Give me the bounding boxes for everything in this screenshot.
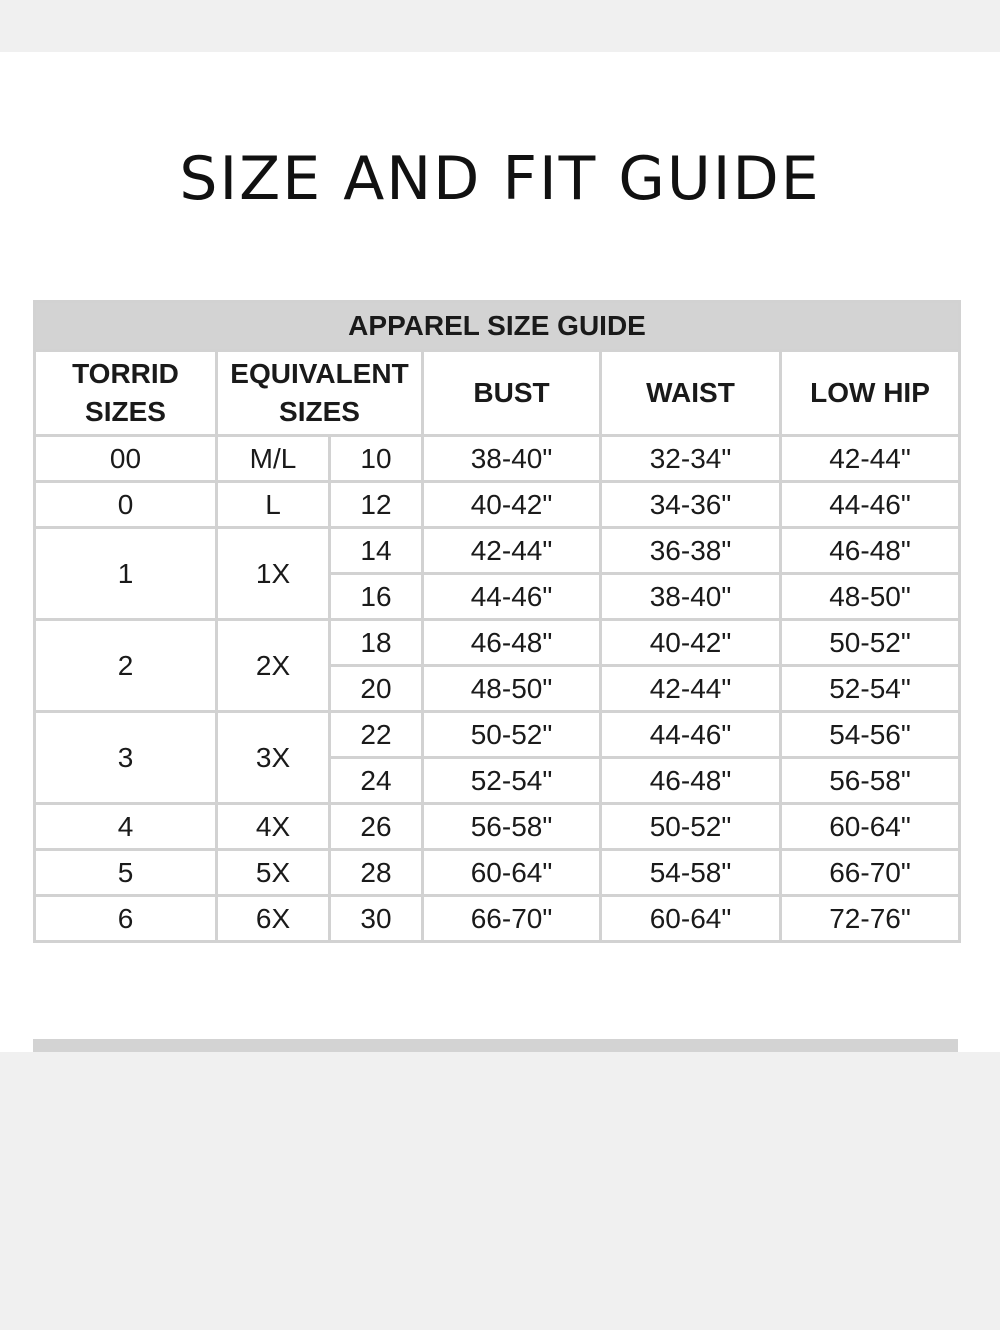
waist-cell: 60-64" bbox=[601, 896, 781, 942]
waist-cell: 34-36" bbox=[601, 482, 781, 528]
equiv-size-cell: 4X bbox=[217, 804, 330, 850]
torrid-size-cell: 6 bbox=[35, 896, 217, 942]
header-equiv-line2: SIZES bbox=[279, 396, 360, 427]
waist-cell: 38-40" bbox=[601, 574, 781, 620]
table-row bbox=[35, 482, 960, 528]
bust-cell: 40-42" bbox=[423, 482, 601, 528]
header-waist: WAIST bbox=[601, 351, 781, 436]
bust-cell: 50-52" bbox=[423, 712, 601, 758]
low-hip-cell: 52-54" bbox=[781, 666, 960, 712]
equiv-number-cell: 26 bbox=[330, 804, 423, 850]
waist-cell: 54-58" bbox=[601, 850, 781, 896]
bust-cell: 60-64" bbox=[423, 850, 601, 896]
low-hip-cell: 56-58" bbox=[781, 758, 960, 804]
equiv-size-cell: 1X bbox=[217, 528, 330, 620]
low-hip-cell: 44-46" bbox=[781, 482, 960, 528]
low-hip-cell: 48-50" bbox=[781, 574, 960, 620]
table-row bbox=[35, 620, 960, 666]
header-equiv-line1: EQUIVALENT bbox=[230, 358, 409, 389]
table-row bbox=[35, 712, 960, 758]
bust-cell: 52-54" bbox=[423, 758, 601, 804]
equiv-number-cell: 22 bbox=[330, 712, 423, 758]
low-hip-cell: 60-64" bbox=[781, 804, 960, 850]
equiv-size-cell: 6X bbox=[217, 896, 330, 942]
bust-cell: 46-48" bbox=[423, 620, 601, 666]
guide-panel bbox=[0, 52, 1000, 1052]
table-row bbox=[35, 850, 960, 896]
torrid-size-cell: 2 bbox=[35, 620, 217, 712]
torrid-size-cell: 5 bbox=[35, 850, 217, 896]
table-header-row bbox=[35, 351, 960, 436]
equiv-size-cell: 3X bbox=[217, 712, 330, 804]
equiv-number-cell: 28 bbox=[330, 850, 423, 896]
equiv-size-cell: L bbox=[217, 482, 330, 528]
waist-cell: 46-48" bbox=[601, 758, 781, 804]
waist-cell: 42-44" bbox=[601, 666, 781, 712]
low-hip-cell: 66-70" bbox=[781, 850, 960, 896]
torrid-size-cell: 4 bbox=[35, 804, 217, 850]
torrid-size-cell: 00 bbox=[35, 436, 217, 482]
header-torrid-line2: SIZES bbox=[85, 396, 166, 427]
equiv-number-cell: 30 bbox=[330, 896, 423, 942]
bust-cell: 56-58" bbox=[423, 804, 601, 850]
low-hip-cell: 50-52" bbox=[781, 620, 960, 666]
bust-cell: 48-50" bbox=[423, 666, 601, 712]
equiv-number-cell: 12 bbox=[330, 482, 423, 528]
waist-cell: 32-34" bbox=[601, 436, 781, 482]
equiv-number-cell: 14 bbox=[330, 528, 423, 574]
header-torrid-sizes bbox=[35, 351, 217, 436]
torrid-size-cell: 3 bbox=[35, 712, 217, 804]
equiv-number-cell: 10 bbox=[330, 436, 423, 482]
table-caption: APPAREL SIZE GUIDE bbox=[35, 302, 960, 351]
low-hip-cell: 72-76" bbox=[781, 896, 960, 942]
table-row bbox=[35, 896, 960, 942]
bust-cell: 44-46" bbox=[423, 574, 601, 620]
page-title: SIZE AND FIT GUIDE bbox=[179, 144, 821, 214]
waist-cell: 36-38" bbox=[601, 528, 781, 574]
low-hip-cell: 46-48" bbox=[781, 528, 960, 574]
equiv-size-cell: 5X bbox=[217, 850, 330, 896]
waist-cell: 40-42" bbox=[601, 620, 781, 666]
header-equivalent-sizes bbox=[217, 351, 423, 436]
low-hip-cell: 42-44" bbox=[781, 436, 960, 482]
torrid-size-cell: 1 bbox=[35, 528, 217, 620]
bust-cell: 38-40" bbox=[423, 436, 601, 482]
bust-cell: 42-44" bbox=[423, 528, 601, 574]
equiv-size-cell: M/L bbox=[217, 436, 330, 482]
torrid-size-cell: 0 bbox=[35, 482, 217, 528]
equiv-number-cell: 18 bbox=[330, 620, 423, 666]
equiv-number-cell: 24 bbox=[330, 758, 423, 804]
apparel-size-table bbox=[33, 300, 961, 943]
table-row bbox=[35, 528, 960, 574]
next-table-header-strip bbox=[33, 1039, 958, 1052]
equiv-size-cell: 2X bbox=[217, 620, 330, 712]
header-low-hip: LOW HIP bbox=[781, 351, 960, 436]
table-caption-row bbox=[35, 302, 960, 351]
equiv-number-cell: 20 bbox=[330, 666, 423, 712]
equiv-number-cell: 16 bbox=[330, 574, 423, 620]
waist-cell: 50-52" bbox=[601, 804, 781, 850]
table-row bbox=[35, 436, 960, 482]
low-hip-cell: 54-56" bbox=[781, 712, 960, 758]
bust-cell: 66-70" bbox=[423, 896, 601, 942]
waist-cell: 44-46" bbox=[601, 712, 781, 758]
table-row bbox=[35, 804, 960, 850]
header-bust: BUST bbox=[423, 351, 601, 436]
header-torrid-line1: TORRID bbox=[72, 358, 179, 389]
